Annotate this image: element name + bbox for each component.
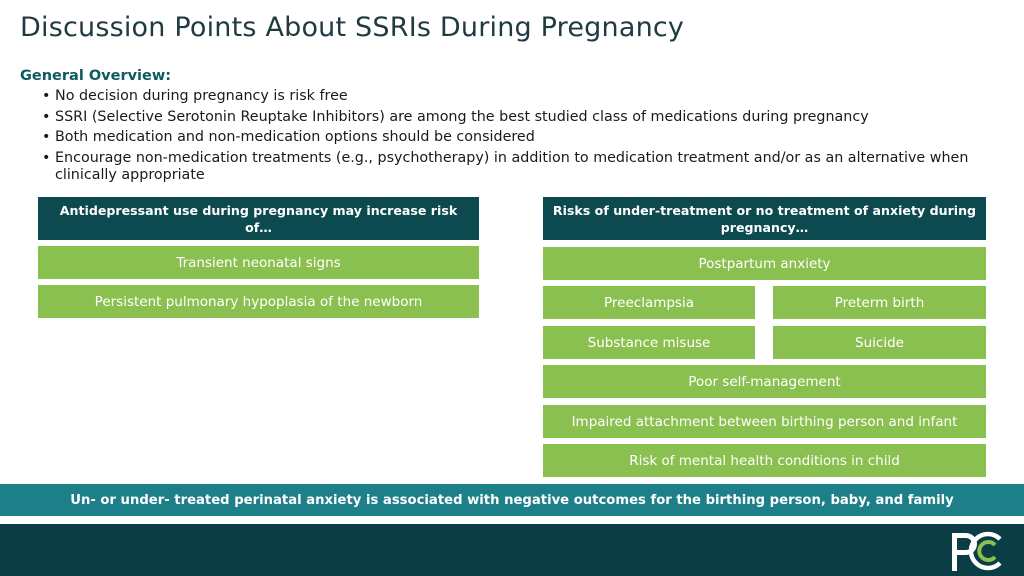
right-risk-item: Preterm birth — [773, 286, 986, 319]
right-risk-item: Suicide — [773, 326, 986, 359]
right-risk-item: Postpartum anxiety — [543, 247, 986, 280]
pcc-logo-icon — [948, 527, 1010, 573]
overview-bullet-list — [42, 88, 992, 188]
right-risk-item: Risk of mental health conditions in child — [543, 444, 986, 477]
slide-title: Discussion Points About SSRIs During Pregnancy — [20, 12, 685, 43]
right-risk-item: Preeclampsia — [543, 286, 755, 319]
right-risk-item: Substance misuse — [543, 326, 755, 359]
right-column-header: Risks of under-treatment or no treatment of anxiety during pregnancy… — [543, 197, 986, 240]
key-message-banner: Un- or under- treated perinatal anxiety is associated with negative outcomes for the birthing person, baby, and family — [0, 484, 1024, 516]
left-risk-item: Transient neonatal signs — [38, 246, 479, 279]
footer-bar — [0, 524, 1024, 576]
overview-heading: General Overview: — [20, 68, 172, 84]
overview-bullet: • SSRI (Selective Serotonin Reuptake Inhibitors) are among the best studied class of medications during pregnancy — [42, 109, 992, 127]
left-column-header: Antidepressant use during pregnancy may increase risk of… — [38, 197, 479, 240]
right-risk-item: Poor self-management — [543, 365, 986, 398]
overview-bullet: • Both medication and non-medication options should be considered — [42, 129, 992, 147]
left-risk-item: Persistent pulmonary hypoplasia of the newborn — [38, 285, 479, 318]
right-risk-item: Impaired attachment between birthing person and infant — [543, 405, 986, 438]
overview-bullet: • No decision during pregnancy is risk free — [42, 88, 992, 106]
overview-bullet: • Encourage non-medication treatments (e.g., psychotherapy) in addition to medication treatment and/or as an alternative when clinically appropriate — [42, 150, 992, 185]
